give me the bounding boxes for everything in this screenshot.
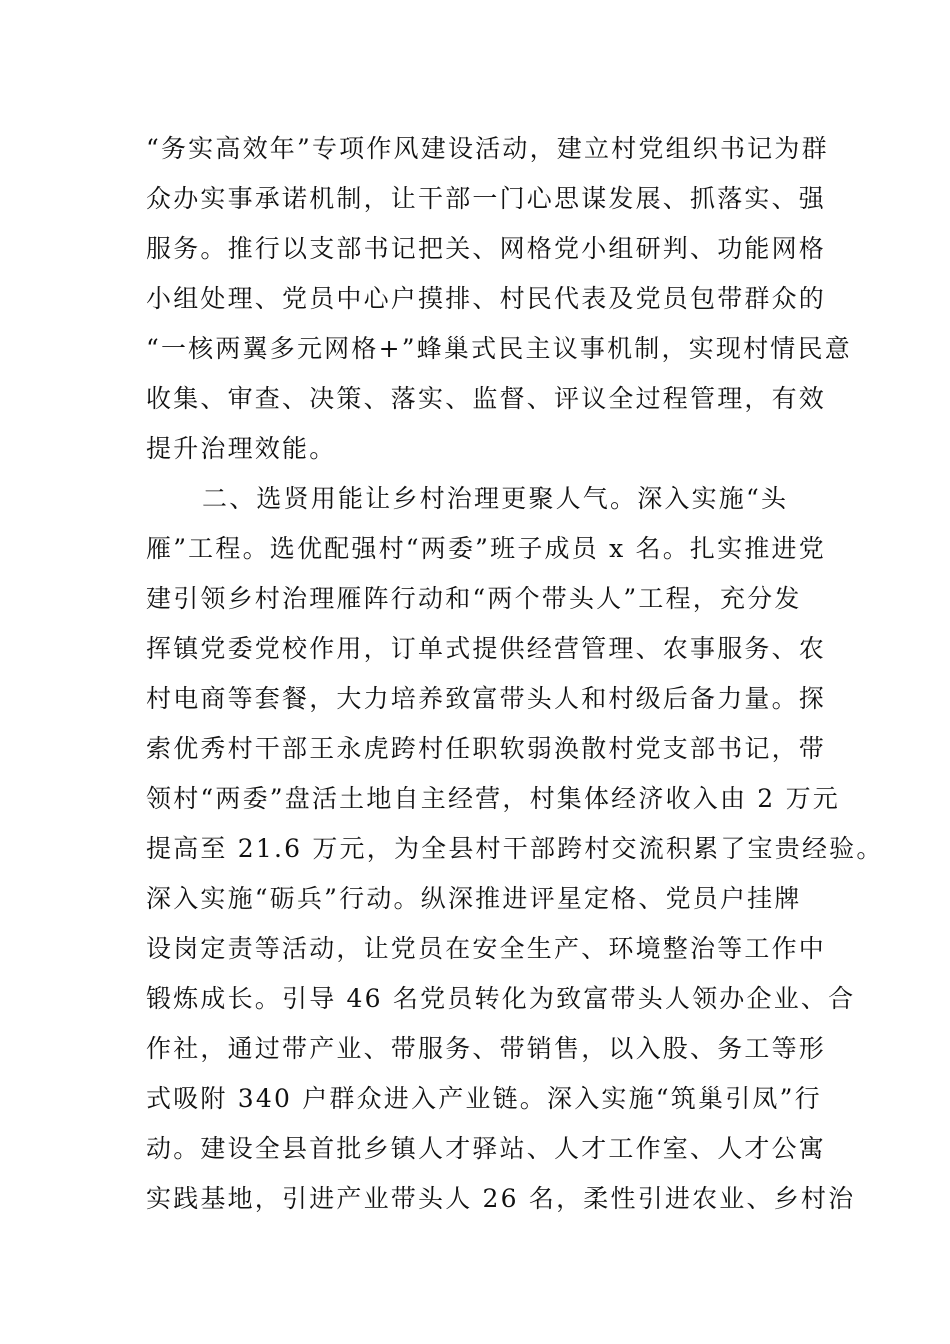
text-line: 动。建设全县首批乡镇人才驿站、人才工作室、人才公寓 — [146, 1134, 827, 1163]
body-text — [146, 124, 884, 1224]
text-line: 式吸附 340 户群众进入产业链。深入实施“筑巢引凤”行 — [146, 1084, 822, 1113]
text-line: 提高至 21.6 万元，为全县村干部跨村交流积累了宝贵经验。 — [146, 834, 884, 863]
text-line: 收集、审查、决策、落实、监督、评议全过程管理，有效 — [146, 384, 827, 413]
text-line: “务实高效年”专项作风建设活动，建立村党组织书记为群 — [146, 134, 829, 163]
text-line: 众办实事承诺机制，让干部一门心思谋发展、抓落实、强 — [146, 184, 827, 213]
text-line: 作社，通过带产业、带服务、带销售，以入股、务工等形 — [146, 1034, 827, 1063]
text-line: 雁”工程。选优配强村“两委”班子成员 x 名。扎实推进党 — [146, 534, 826, 563]
text-line: 服务。推行以支部书记把关、网格党小组研判、功能网格 — [146, 234, 827, 263]
text-line: 深入实施“砺兵”行动。纵深推进评星定格、党员户挂牌 — [146, 884, 802, 913]
text-line: 实践基地，引进产业带头人 26 名，柔性引进农业、乡村治 — [146, 1184, 856, 1213]
text-line: 小组处理、党员中心户摸排、村民代表及党员包带群众的 — [146, 284, 827, 313]
text-line: 领村“两委”盘活土地自主经营，村集体经济收入由 2 万元 — [146, 784, 840, 813]
text-line: 提升治理效能。 — [146, 434, 337, 463]
text-line: 设岗定责等活动，让党员在安全生产、环境整治等工作中 — [146, 934, 827, 963]
text-line: 村电商等套餐，大力培养致富带头人和村级后备力量。探 — [146, 684, 827, 713]
section-heading-line: 二、选贤用能让乡村治理更聚人气。深入实施“头 — [202, 484, 789, 513]
text-line: 索优秀村干部王永虎跨村任职软弱涣散村党支部书记，带 — [146, 734, 827, 763]
text-line: 挥镇党委党校作用，订单式提供经营管理、农事服务、农 — [146, 634, 827, 663]
text-line: 锻炼成长。引导 46 名党员转化为致富带头人领办企业、合 — [146, 984, 856, 1013]
text-line: “一核两翼多元网格+”蜂巢式民主议事机制，实现村情民意 — [146, 334, 852, 363]
text-line: 建引领乡村治理雁阵行动和“两个带头人”工程，充分发 — [146, 584, 802, 613]
